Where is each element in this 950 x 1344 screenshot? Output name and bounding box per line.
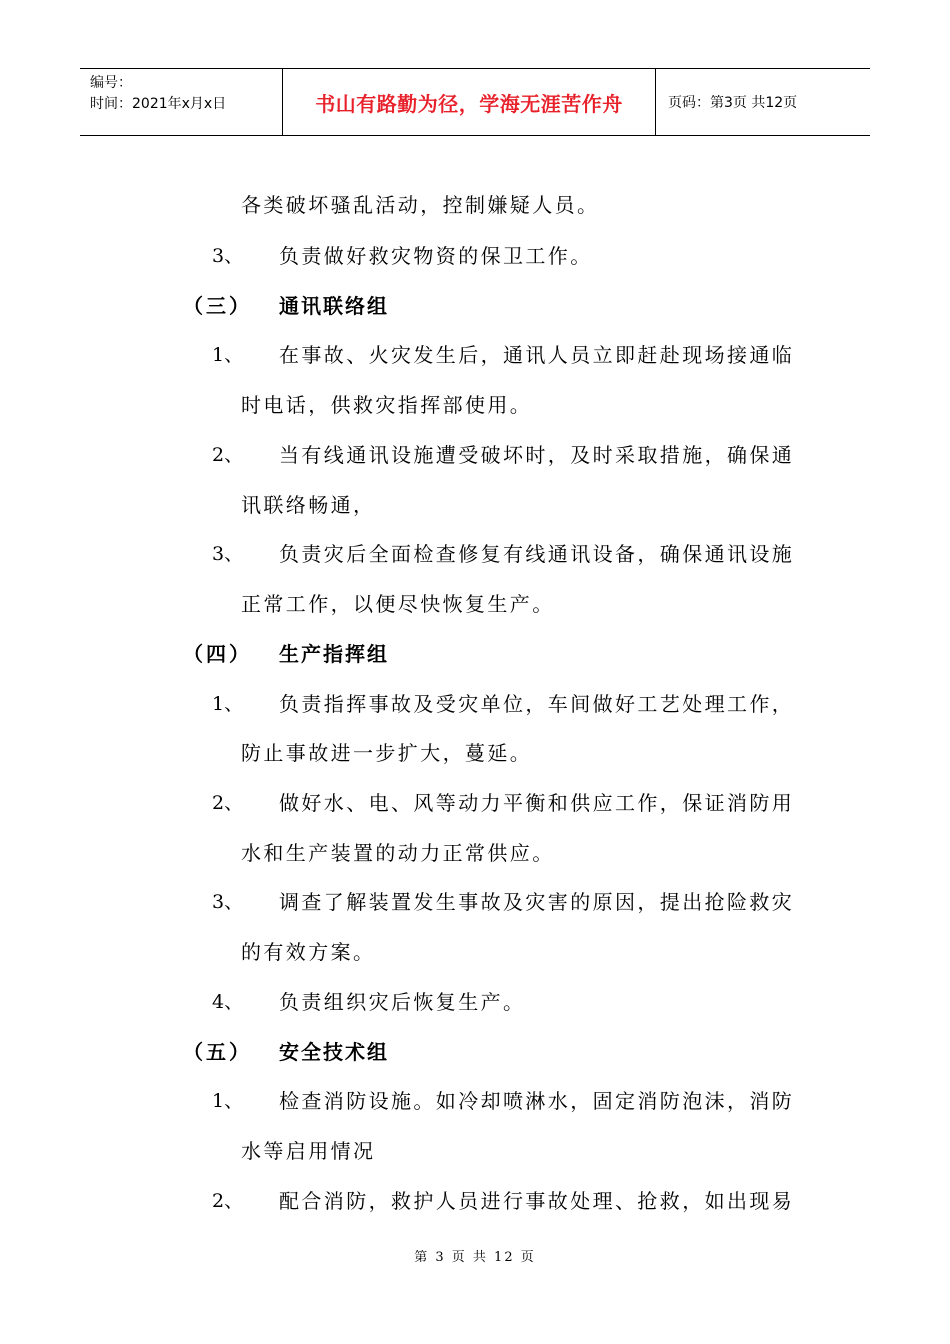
body-line: 水和生产装置的动力正常供应。 (241, 841, 555, 865)
item-number: 2、 (212, 444, 244, 466)
page-header (80, 68, 870, 136)
item-number: 3、 (212, 245, 244, 267)
item-number: 3、 (212, 543, 244, 565)
section-number: （三） (183, 294, 252, 318)
item-number: 1、 (212, 344, 244, 366)
body-line: 检查消防设施。如冷却喷淋水，固定消防泡沫，消防 (279, 1089, 795, 1113)
item-number: 2、 (212, 1190, 244, 1212)
body-line: 负责做好救灾物资的保卫工作。 (279, 244, 593, 268)
body-line: 当有线通讯设施遭受破坏时，及时采取措施，确保通 (279, 443, 795, 467)
item-number: 1、 (212, 1090, 244, 1112)
page-footer: 第 3 页 共 12 页 (414, 1250, 536, 1265)
body-line: 负责组织灾后恢复生产。 (279, 990, 526, 1014)
section-title: 生产指挥组 (279, 642, 389, 666)
section-number: （四） (183, 642, 252, 666)
body-line: 的有效方案。 (241, 940, 376, 964)
item-number: 3、 (212, 891, 244, 913)
document-date: 时间：2021年x月x日 (90, 96, 227, 112)
body-line: 在事故、火灾发生后，通讯人员立即赶赴现场接通临 (279, 343, 795, 367)
document-number-label: 编号： (90, 75, 132, 91)
header-page-info: 页码：第3页 共12页 (668, 95, 798, 111)
body-line: 做好水、电、风等动力平衡和供应工作，保证消防用 (279, 791, 795, 815)
body-line: 配合消防，救护人员进行事故处理、抢救，如出现易 (279, 1189, 795, 1213)
body-line: 正常工作，以便尽快恢复生产。 (241, 592, 555, 616)
header-meta (80, 69, 282, 135)
body-line: 负责指挥事故及受灾单位，车间做好工艺处理工作， (279, 692, 795, 716)
body-line: 时电话，供救灾指挥部使用。 (241, 393, 533, 417)
body-line: 调查了解装置发生事故及灾害的原因，提出抢险救灾 (279, 890, 795, 914)
section-number: （五） (183, 1040, 252, 1064)
body-line: 讯联络畅通， (241, 493, 376, 517)
body-line: 防止事故进一步扩大，蔓延。 (241, 741, 533, 765)
item-number: 2、 (212, 792, 244, 814)
item-number: 4、 (212, 991, 244, 1013)
body-line: 各类破坏骚乱活动，控制嫌疑人员。 (241, 193, 600, 217)
header-motto: 书山有路勤为径，学海无涯苦作舟 (282, 69, 656, 135)
item-number: 1、 (212, 693, 244, 715)
section-title: 通讯联络组 (279, 294, 389, 318)
body-line: 水等启用情况 (241, 1139, 376, 1163)
section-title: 安全技术组 (279, 1040, 389, 1064)
body-line: 负责灾后全面检查修复有线通讯设备，确保通讯设施 (279, 542, 795, 566)
